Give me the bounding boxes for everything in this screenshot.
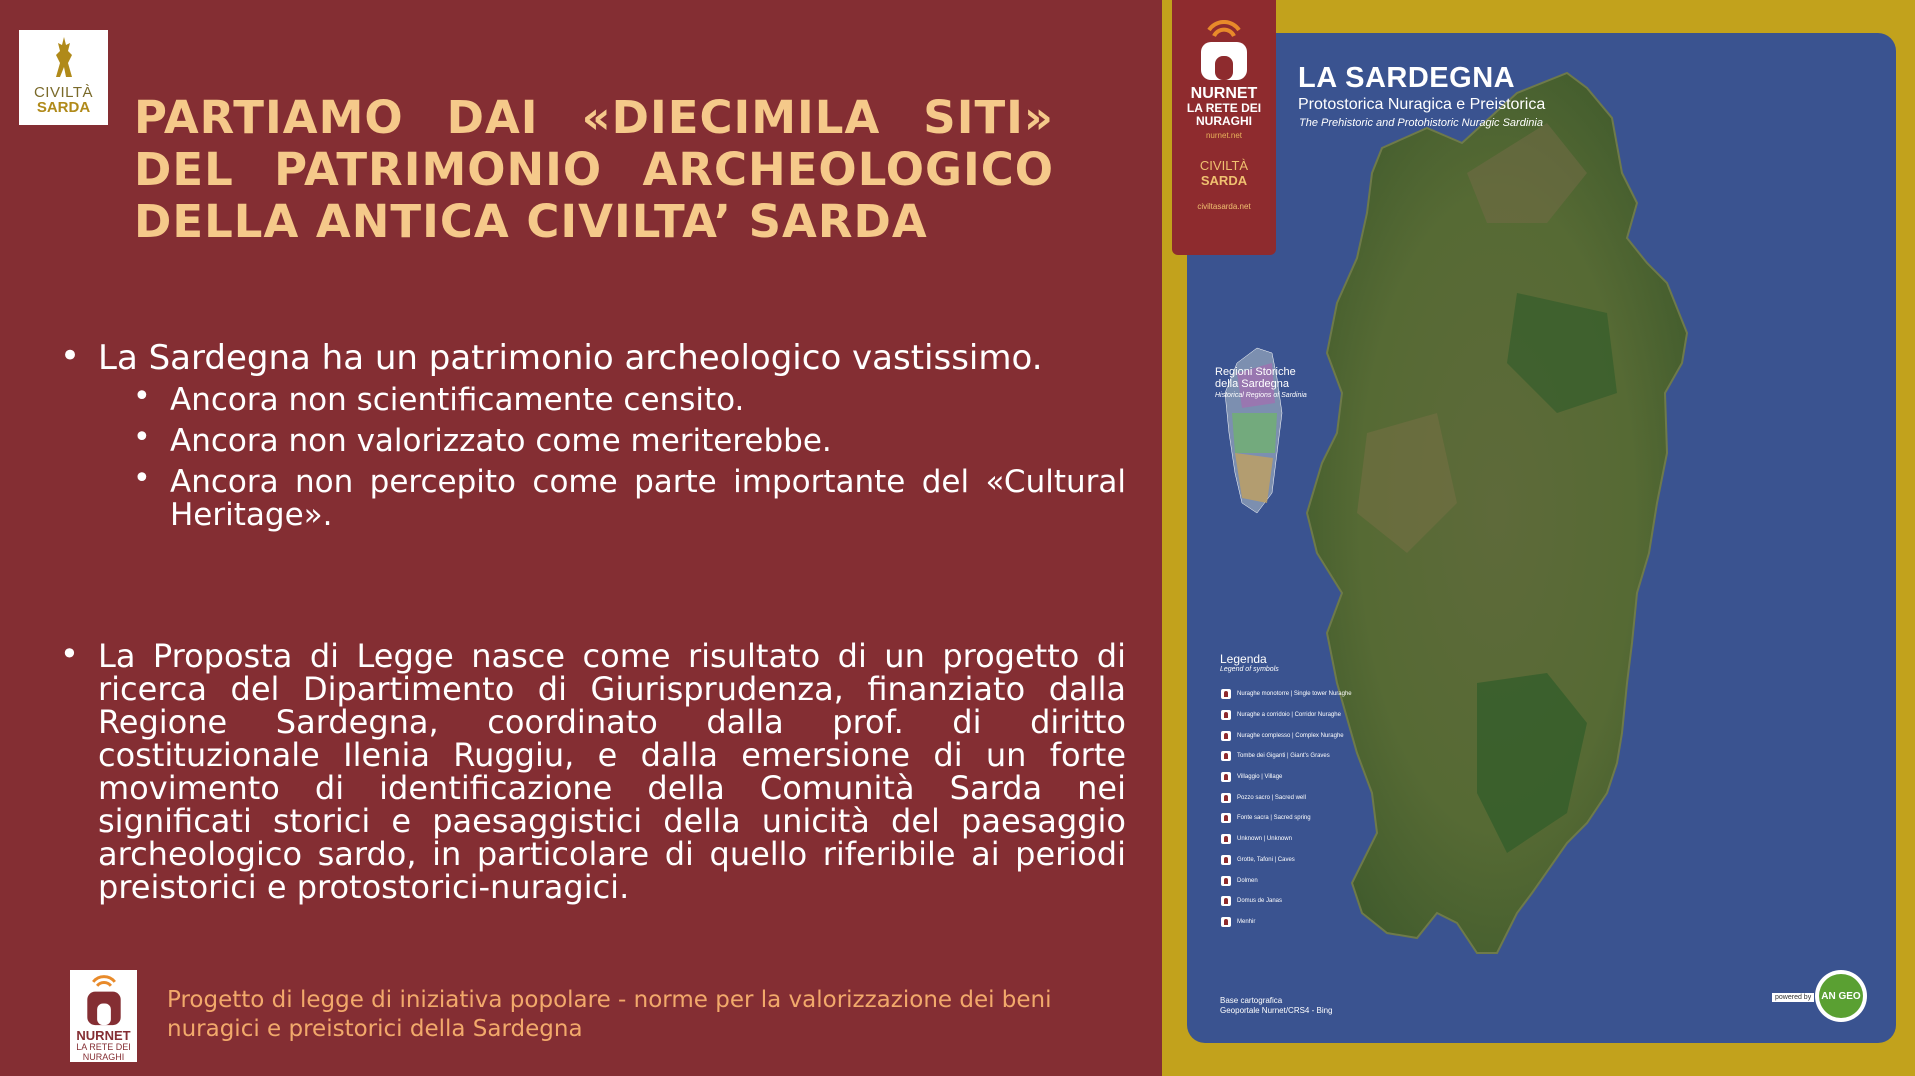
cave-symbol-icon	[1221, 855, 1231, 865]
title-line-2	[134, 144, 1054, 196]
title-line-3: DELLA ANTICA CIVILTA’ SARDA	[134, 195, 928, 248]
title-word: ARCHEOLOGICO	[642, 143, 1054, 196]
legend-item: Unknown | Unknown	[1221, 829, 1371, 850]
legend-list	[1221, 684, 1371, 932]
title-word: DEL	[134, 143, 234, 196]
nuraghe-symbol-icon	[1221, 689, 1231, 699]
badge-nurnet: NURNET	[1190, 85, 1258, 102]
badge-sarda: SARDA	[1200, 173, 1248, 188]
nuraghe-icon	[1193, 20, 1255, 82]
nurnet-sublabel: LA RETE DEI NURAGHI	[76, 1042, 131, 1062]
legend-item: Grotte, Tafoni | Caves	[1221, 850, 1371, 871]
bullet-proposta: • La Proposta di Legge nasce come risultato di un progetto di ricerca del Dipartimento di Giurisprudenza, finanziato dalla Regione Sardegna, coordinato dalla prof. di diritto costituzionale Ilenia Ruggiu, e dalla emersione di un forte movimento di identificazione della Comunità Sarda nei significati storici e paesaggistici della unicità del paesaggio archeologico sardo, in particolare di quello riferibile ai periodi preistorici e protostorici-nuragici.	[60, 640, 1126, 904]
legend-title: Legenda	[1220, 652, 1267, 666]
nurnet-badge	[1172, 0, 1276, 255]
slide-title	[134, 92, 1054, 248]
title-word: PATRIMONIO	[274, 143, 603, 196]
tomb-symbol-icon	[1221, 751, 1231, 761]
legend-item: Domus de Janas	[1221, 891, 1371, 912]
title-word: DAI	[446, 91, 539, 144]
footer-caption: Progetto di legge di iniziativa popolare - norme per la valorizzazione dei beni nuragici e preistorici della Sardegna	[167, 987, 1052, 1042]
legend-item: Villaggio | Village	[1221, 767, 1371, 788]
logo-sarda-text: SARDA	[36, 99, 91, 116]
village-symbol-icon	[1221, 772, 1231, 782]
nurnet-label: NURNET	[76, 1028, 131, 1043]
legend-item: Menhir	[1221, 912, 1371, 933]
badge-civilta-url: civiltasarda.net	[1197, 202, 1251, 211]
legend-item: Nuraghe monotorre | Single tower Nuraghe	[1221, 684, 1371, 705]
nuraghe-icon	[79, 974, 129, 1029]
base-map-title: Base cartografica	[1220, 996, 1283, 1005]
menhir-symbol-icon	[1221, 917, 1231, 927]
legend-item: Dolmen	[1221, 870, 1371, 891]
angeo-logo	[1815, 970, 1867, 1022]
badge-civilta: CIVILTÀ	[1199, 158, 1249, 173]
legend-item: Nuraghe complesso | Complex Nuraghe	[1221, 725, 1371, 746]
horse-icon	[44, 33, 84, 81]
legend-subtitle: Legend of symbols	[1220, 666, 1279, 673]
map-subtitle: Protostorica Nuragica e Preistorica	[1298, 96, 1546, 113]
title-word: «DIECIMILA	[581, 91, 881, 144]
nurnet-footer-logo	[70, 970, 137, 1062]
title-word: SITI»	[923, 91, 1054, 144]
nuraghe-symbol-icon	[1221, 710, 1231, 720]
legend-item: Pozzo sacro | Sacred well	[1221, 787, 1371, 808]
badge-url: nurnet.net	[1205, 131, 1243, 140]
dolmen-symbol-icon	[1221, 876, 1231, 886]
spring-symbol-icon	[1221, 813, 1231, 823]
title-line-1	[134, 92, 1054, 144]
logo-civilta-text: CIVILTÀ	[33, 84, 94, 101]
unknown-symbol-icon	[1221, 834, 1231, 844]
civilta-sarda-logo	[19, 30, 108, 125]
bullet-list	[60, 340, 1126, 532]
bullet-patrimonio: • La Sardegna ha un patrimonio archeologico vastissimo.	[60, 340, 1126, 376]
sub-bullet: • Ancora non valorizzato come meriterebbe.	[60, 425, 1126, 458]
base-map-source: Geoportale Nurnet/CRS4 - Bing	[1220, 1006, 1333, 1015]
title-word: PARTIAMO	[134, 91, 404, 144]
badge-rete: LA RETE DEI NURAGHI	[1186, 101, 1262, 128]
well-symbol-icon	[1221, 793, 1231, 803]
domus-symbol-icon	[1221, 896, 1231, 906]
map-title: LA SARDEGNA	[1298, 62, 1516, 94]
powered-by-label: powered by	[1772, 993, 1814, 1002]
sub-bullet: • Ancora non scientificamente censito.	[60, 384, 1126, 417]
regions-title: Regioni Storiche della Sardegna	[1215, 366, 1296, 390]
nuraghe-symbol-icon	[1221, 731, 1231, 741]
legend-item: Nuraghe a corridoio | Corridor Nuraghe	[1221, 705, 1371, 726]
legend-item: Fonte sacra | Sacred spring	[1221, 808, 1371, 829]
regions-subtitle: Historical Regions of Sardinia	[1215, 392, 1307, 399]
angeo-logo-text: AN GEO	[1819, 974, 1863, 1018]
sub-bullet: • Ancora non percepito come parte importante del «Cultural Heritage».	[60, 466, 1126, 532]
map-subtitle-en: The Prehistoric and Protohistoric Nuragic Sardinia	[1299, 117, 1543, 129]
legend-item: Tombe dei Giganti | Giant's Graves	[1221, 746, 1371, 767]
